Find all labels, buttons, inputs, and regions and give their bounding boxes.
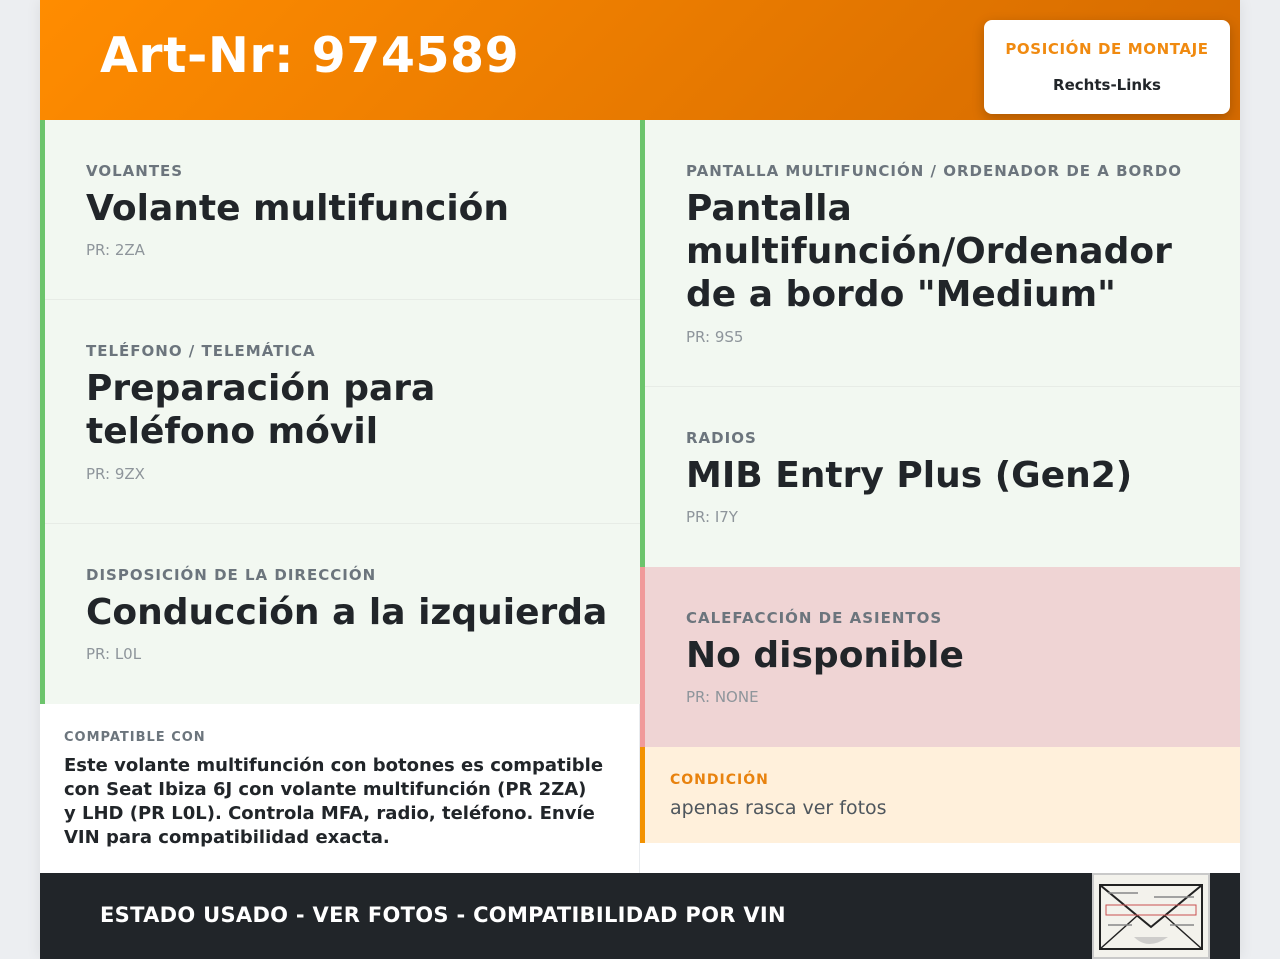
compatibility-label: COMPATIBLE CON <box>64 730 206 745</box>
feature-card-multifunction-display <box>640 120 1240 387</box>
product-photo-thumbnail[interactable] <box>1092 873 1210 959</box>
feature-category: CALEFACCIÓN DE ASIENTOS <box>686 609 943 627</box>
feature-card-radio <box>640 387 1240 567</box>
feature-pr-code: PR: 2ZA <box>86 241 145 259</box>
mount-position-value: Rechts-Links <box>1053 76 1161 94</box>
condition-section <box>640 747 1240 843</box>
label-photo-icon <box>1094 875 1208 957</box>
footer-text: ESTADO USADO - VER FOTOS - COMPATIBILIDAD POR VIN <box>100 903 786 927</box>
feature-value: Conducción a la izquierda <box>86 592 608 633</box>
feature-pr-code: PR: L0L <box>86 645 142 663</box>
feature-category: TELÉFONO / TELEMÁTICA <box>86 342 316 360</box>
header-bar <box>40 0 1240 120</box>
article-number-title: Art-Nr: 974589 <box>100 27 520 84</box>
feature-category: PANTALLA MULTIFUNCIÓN / ORDENADOR DE A BORDO <box>686 162 1183 180</box>
compatibility-section <box>40 704 640 873</box>
feature-value: Preparación para teléfono móvil <box>86 368 436 452</box>
feature-card-seat-heating <box>640 567 1240 747</box>
feature-pr-code: PR: NONE <box>686 688 759 706</box>
condition-text: apenas rasca ver fotos <box>670 797 887 819</box>
mount-position-box <box>984 20 1230 114</box>
feature-value: Volante multifunción <box>86 188 510 229</box>
product-sheet <box>40 0 1240 959</box>
feature-category: VOLANTES <box>86 162 184 180</box>
feature-value: Pantalla multifunción/Ordenador de a bordo "Medium" <box>686 188 1172 315</box>
feature-value: No disponible <box>686 635 964 676</box>
condition-label: CONDICIÓN <box>670 772 769 788</box>
compatibility-text: Este volante multifunción con botones es compatible con Seat Ibiza 6J con volante multifunción (PR 2ZA) y LHD (PR L0L). Controla MFA, radio, teléfono. Envíe VIN para compatibilidad exacta. <box>64 755 604 848</box>
mount-position-label: POSICIÓN DE MONTAJE <box>1005 40 1209 58</box>
feature-pr-code: PR: 9ZX <box>86 465 145 483</box>
feature-value: MIB Entry Plus (Gen2) <box>686 455 1133 496</box>
feature-card-steering-wheel <box>40 120 640 300</box>
feature-pr-code: PR: I7Y <box>686 508 738 526</box>
footer-bar <box>40 873 1240 959</box>
feature-category: RADIOS <box>686 429 757 447</box>
feature-pr-code: PR: 9S5 <box>686 328 744 346</box>
feature-category: DISPOSICIÓN DE LA DIRECCIÓN <box>86 566 377 584</box>
feature-card-steering-position <box>40 524 640 704</box>
feature-card-telephone <box>40 300 640 524</box>
